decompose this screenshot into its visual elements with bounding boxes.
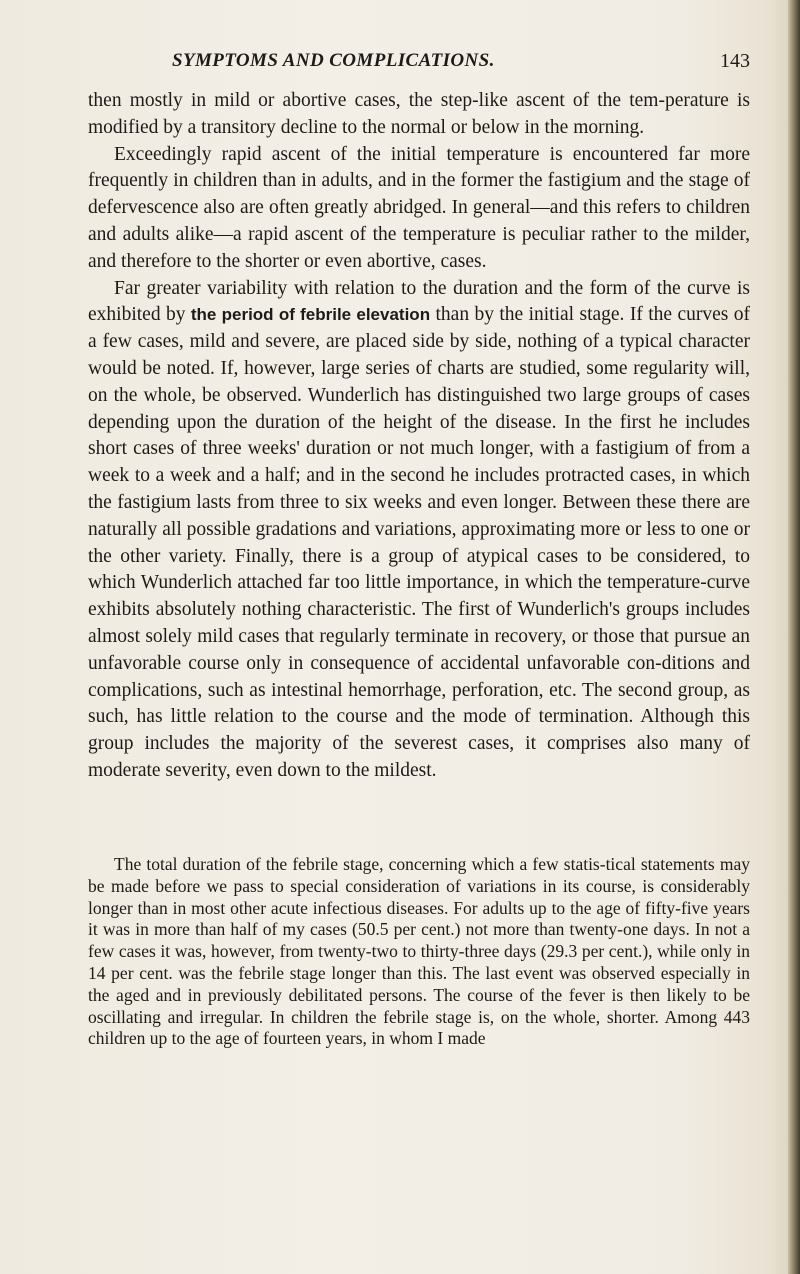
running-head: SYMPTOMS AND COMPLICATIONS. [172,50,495,71]
paragraph-2: Exceedingly rapid ascent of the initial temperature is encountered far more frequently in children than in adults, and in the former the fastigium and the stage of defervescence also are often greatly abridged. In general—and this refers to children and adults alike—a rapid ascent of the temperature is peculiar rather to the milder, and therefore to the shorter or even abortive, cases. [88,143,750,272]
paragraph-3 [88,276,750,785]
page-number: 143 [720,50,750,72]
main-text [88,88,750,785]
paragraph-3-start: Far greater variability with relation to the duration and the form of the curve is exhibited by [88,277,750,326]
small-print-paragraph: The total duration of the febrile stage, concerning which a few statis-tical statements may be made before we pass to special consideration of variations in its course, is considerably longer than in most other acute infectious diseases. For adults up to the age of fifty-five years it was in more than half of my cases (50.5 per cent.) not more than twenty-one days. In not a few cases it was, however, from twenty-two to thirty-three days (29.3 per cent.), while only in 14 per cent. was the febrile stage longer than this. The last event was observed especially in the aged and in previously debilitated persons. The course of the fever is then likely to be oscillating and irregular. In children the febrile stage is, on the whole, shorter. Among 443 children up to the age of fourteen years, in whom I made [88,854,750,1049]
small-print-section [88,854,750,1050]
page-edge-gutter [788,0,800,1274]
page-header [88,50,750,76]
paragraph-3-rest: than by the initial stage. If the curves of a few cases, mild and severe, are placed side by side, nothing of a typical character would be noted. If, however, large series of charts are studied, some regularity will, on the whole, be observed. Wunderlich has distinguished two large groups of cases depending upon the duration of the height of the disease. In the first he includes short cases of three weeks' duration or not much longer, with a fastigium of from a week to a week and a half; and in the second he includes protracted cases, in which the fastigium lasts from three to six weeks and even longer. Between these there are naturally all possible gradations and variations, approximating more or less to one or the other variety. Finally, there is a group of atypical cases to be considered, to which Wunderlich attached far too little importance, in which the temperature-curve exhibits absolutely nothing characteristic. The first of Wunderlich's groups includes almost solely mild cases that regularly terminate in recovery, or those that pursue an unfavorable course only in consequence of accidental unfavorable con-ditions and complications, such as intestinal hemorrhage, perforation, etc. The second group, as such, has little relation to the course and the mode of termination. Although this group includes the majority of the severest cases, it comprises also many of moderate severity, even down to the mildest. [88,304,750,781]
bold-term: the period of febrile elevation [190,305,431,325]
paragraph-1: then mostly in mild or abortive cases, the step-like ascent of the tem-perature is modified by a transitory decline to the normal or below in the morning. [88,90,750,138]
